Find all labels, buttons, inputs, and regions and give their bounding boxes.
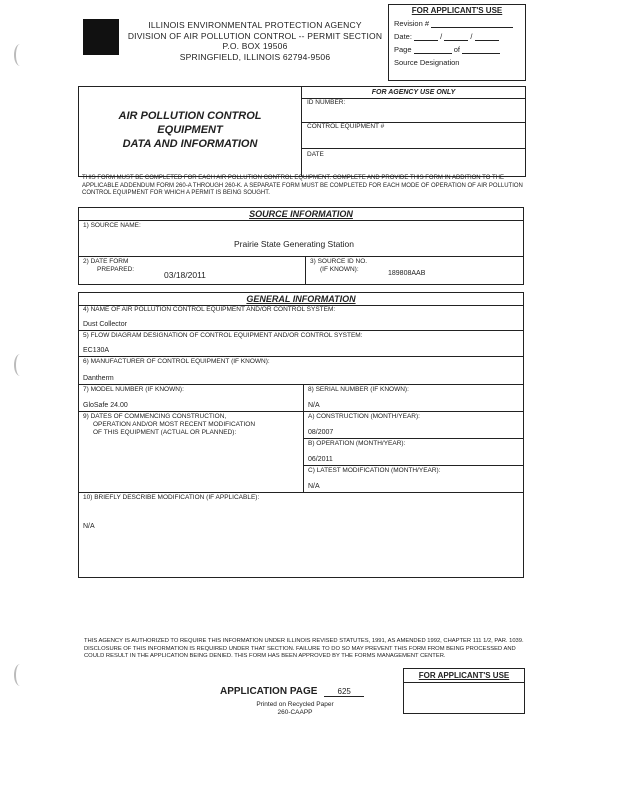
q9c-label: C) LATEST MODIFICATION (MONTH/YEAR): <box>308 467 441 474</box>
general-information-header: GENERAL INFORMATION <box>79 293 523 306</box>
flow-diagram-designation-field[interactable] <box>79 331 523 357</box>
source-information-header: SOURCE INFORMATION <box>79 208 523 221</box>
date-separator: / <box>440 32 443 41</box>
punch-hole <box>14 664 26 686</box>
punch-hole <box>14 354 26 376</box>
q4-value: Dust Collector <box>83 321 127 328</box>
source-id-value: 189808AAB <box>388 270 426 277</box>
form-title-area <box>79 87 302 176</box>
id-number-field[interactable] <box>302 99 525 123</box>
q10-value: N/A <box>83 523 95 530</box>
authorization-notice: THIS AGENCY IS AUTHORIZED TO REQUIRE THIS INFORMATION UNDER ILLINOIS REVISED STATUTES, 1991, AS AMENDED 1992, CHAPTER 111 1/2, PAR. 1039. DISCLOSURE OF THIS INFORMATION IS REQUIRED UNDER THAT SECTION. FAILURE TO DO SO MAY PREVENT THIS FORM FROM BEING PROCESSED AND COULD RESULT IN THE APPLICATION BEING DENIED. THIS FORM HAS BEEN APPROVED BY THE FORMS MANAGEMENT CENTER. <box>84 638 524 659</box>
id-number-label: ID NUMBER: <box>307 99 346 106</box>
punch-hole <box>14 44 26 66</box>
date-separator: / <box>470 32 473 41</box>
agency-division: DIVISION OF AIR POLLUTION CONTROL -- PERMIT SECTION <box>127 30 383 41</box>
agency-date-field[interactable] <box>302 149 525 176</box>
q9-label: 9) DATES OF COMMENCING CONSTRUCTION, <box>83 413 227 420</box>
q9-label: OF THIS EQUIPMENT (ACTUAL OR PLANNED): <box>93 429 237 436</box>
date-label: Date: <box>394 32 412 41</box>
agency-address <box>120 20 390 62</box>
q8-label: 8) SERIAL NUMBER (IF KNOWN): <box>308 386 409 393</box>
q9a-value: 08/2007 <box>308 429 334 436</box>
control-equipment-field[interactable] <box>302 123 525 149</box>
q10-label: 10) BRIEFLY DESCRIBE MODIFICATION (IF APPLICABLE): <box>83 494 260 501</box>
q9b-value: 06/2011 <box>308 456 333 463</box>
page-label: Page <box>394 45 412 54</box>
manufacturer-field[interactable] <box>79 357 523 385</box>
q6-label: 6) MANUFACTURER OF CONTROL EQUIPMENT (IF KNOWN): <box>83 358 270 365</box>
agency-city: SPRINGFIELD, ILLINOIS 62794-9506 <box>179 51 331 62</box>
form-footer-info <box>250 701 340 717</box>
recycled-paper-note: Printed on Recycled Paper <box>256 701 334 708</box>
q7-value: GloSafe 24.00 <box>83 402 128 409</box>
q9a-label: A) CONSTRUCTION (MONTH/YEAR): <box>308 413 420 420</box>
date-field[interactable] <box>394 32 525 41</box>
source-name-field[interactable] <box>79 220 523 257</box>
source-name-value: Prairie State Generating Station <box>234 239 355 249</box>
construction-date-field[interactable] <box>304 412 523 439</box>
source-id-label: 3) SOURCE ID NO. <box>310 258 368 265</box>
application-page-label: APPLICATION PAGE <box>220 686 318 697</box>
q9b-label: B) OPERATION (MONTH/YEAR): <box>308 440 406 447</box>
source-id-label: (IF KNOWN): <box>320 266 359 273</box>
source-name-label: 1) SOURCE NAME: <box>83 222 141 229</box>
date-form-prepared-field[interactable] <box>79 257 306 284</box>
corner-block <box>83 19 119 55</box>
q6-value: Dantherm <box>83 375 114 382</box>
source-designation-field[interactable] <box>394 58 525 67</box>
control-equipment-name-field[interactable] <box>79 305 523 331</box>
serial-number-field[interactable] <box>304 385 523 412</box>
latest-modification-date-field[interactable] <box>304 466 523 493</box>
agency-po-box: P.O. BOX 19506 <box>222 41 288 51</box>
source-id-field[interactable] <box>306 257 523 284</box>
q8-value: N/A <box>308 402 320 409</box>
source-information-section <box>78 207 524 285</box>
model-number-field[interactable] <box>79 385 304 412</box>
agency-date-label: DATE <box>307 151 324 158</box>
source-designation-label: Source Designation <box>394 58 460 67</box>
date-form-label: PREPARED: <box>97 266 135 273</box>
form-number: 260-CAAPP <box>277 709 313 716</box>
application-page-number[interactable]: 625 <box>324 687 364 697</box>
applicant-use-title: FOR APPLICANT'S USE <box>411 6 503 15</box>
date-form-value: 03/18/2011 <box>164 270 206 280</box>
applicant-use-box-bottom <box>403 668 525 714</box>
agency-name: ILLINOIS ENVIRONMENTAL PROTECTION AGENCY <box>148 20 362 30</box>
q9c-value: N/A <box>308 483 320 490</box>
agency-use-header: FOR AGENCY USE ONLY <box>302 87 525 99</box>
of-label: of <box>453 45 460 54</box>
q4-label: 4) NAME OF AIR POLLUTION CONTROL EQUIPMENT AND/OR CONTROL SYSTEM: <box>83 306 336 313</box>
revision-label: Revision # <box>394 19 430 28</box>
form-title <box>79 109 301 151</box>
applicant-use-box <box>388 4 526 81</box>
page-field[interactable] <box>394 45 525 54</box>
form-title-line: AIR POLLUTION CONTROL <box>118 110 262 122</box>
dates-question <box>79 412 304 493</box>
revision-field[interactable] <box>394 19 525 28</box>
q5-label: 5) FLOW DIAGRAM DESIGNATION OF CONTROL EQUIPMENT AND/OR CONTROL SYSTEM: <box>83 332 363 339</box>
applicant-use-title-bottom: FOR APPLICANT'S USE <box>404 669 524 683</box>
operation-date-field[interactable] <box>304 439 523 466</box>
control-equipment-label: CONTROL EQUIPMENT # <box>307 123 385 130</box>
q5-value: EC130A <box>83 347 110 354</box>
general-information-section <box>78 292 524 578</box>
form-title-line: EQUIPMENT <box>157 124 223 136</box>
date-form-label: 2) DATE FORM <box>83 258 129 265</box>
instructions-text: THIS FORM MUST BE COMPLETED FOR EACH AIR POLLUTION CONTROL EQUIPMENT. COMPLETE AND PROVIDE THIS FORM IN ADDITION TO THE APPLICABLE ADDENDUM FORM 260-A THROUGH 260-K. A SEPARATE FORM MUST BE COMPLETED FOR EACH MODE OF OPERATION OF AIR POLLUTION CONTROL EQUIPMENT FOR WHICH A PERMIT IS BEING SOUGHT. <box>82 175 523 196</box>
q9-label: OPERATION AND/OR MOST RECENT MODIFICATION <box>93 421 256 428</box>
title-block <box>78 86 526 177</box>
modification-description-field[interactable] <box>79 493 523 577</box>
q7-label: 7) MODEL NUMBER (IF KNOWN): <box>83 386 184 393</box>
form-title-line: DATA AND INFORMATION <box>122 138 258 150</box>
application-page <box>220 686 364 697</box>
